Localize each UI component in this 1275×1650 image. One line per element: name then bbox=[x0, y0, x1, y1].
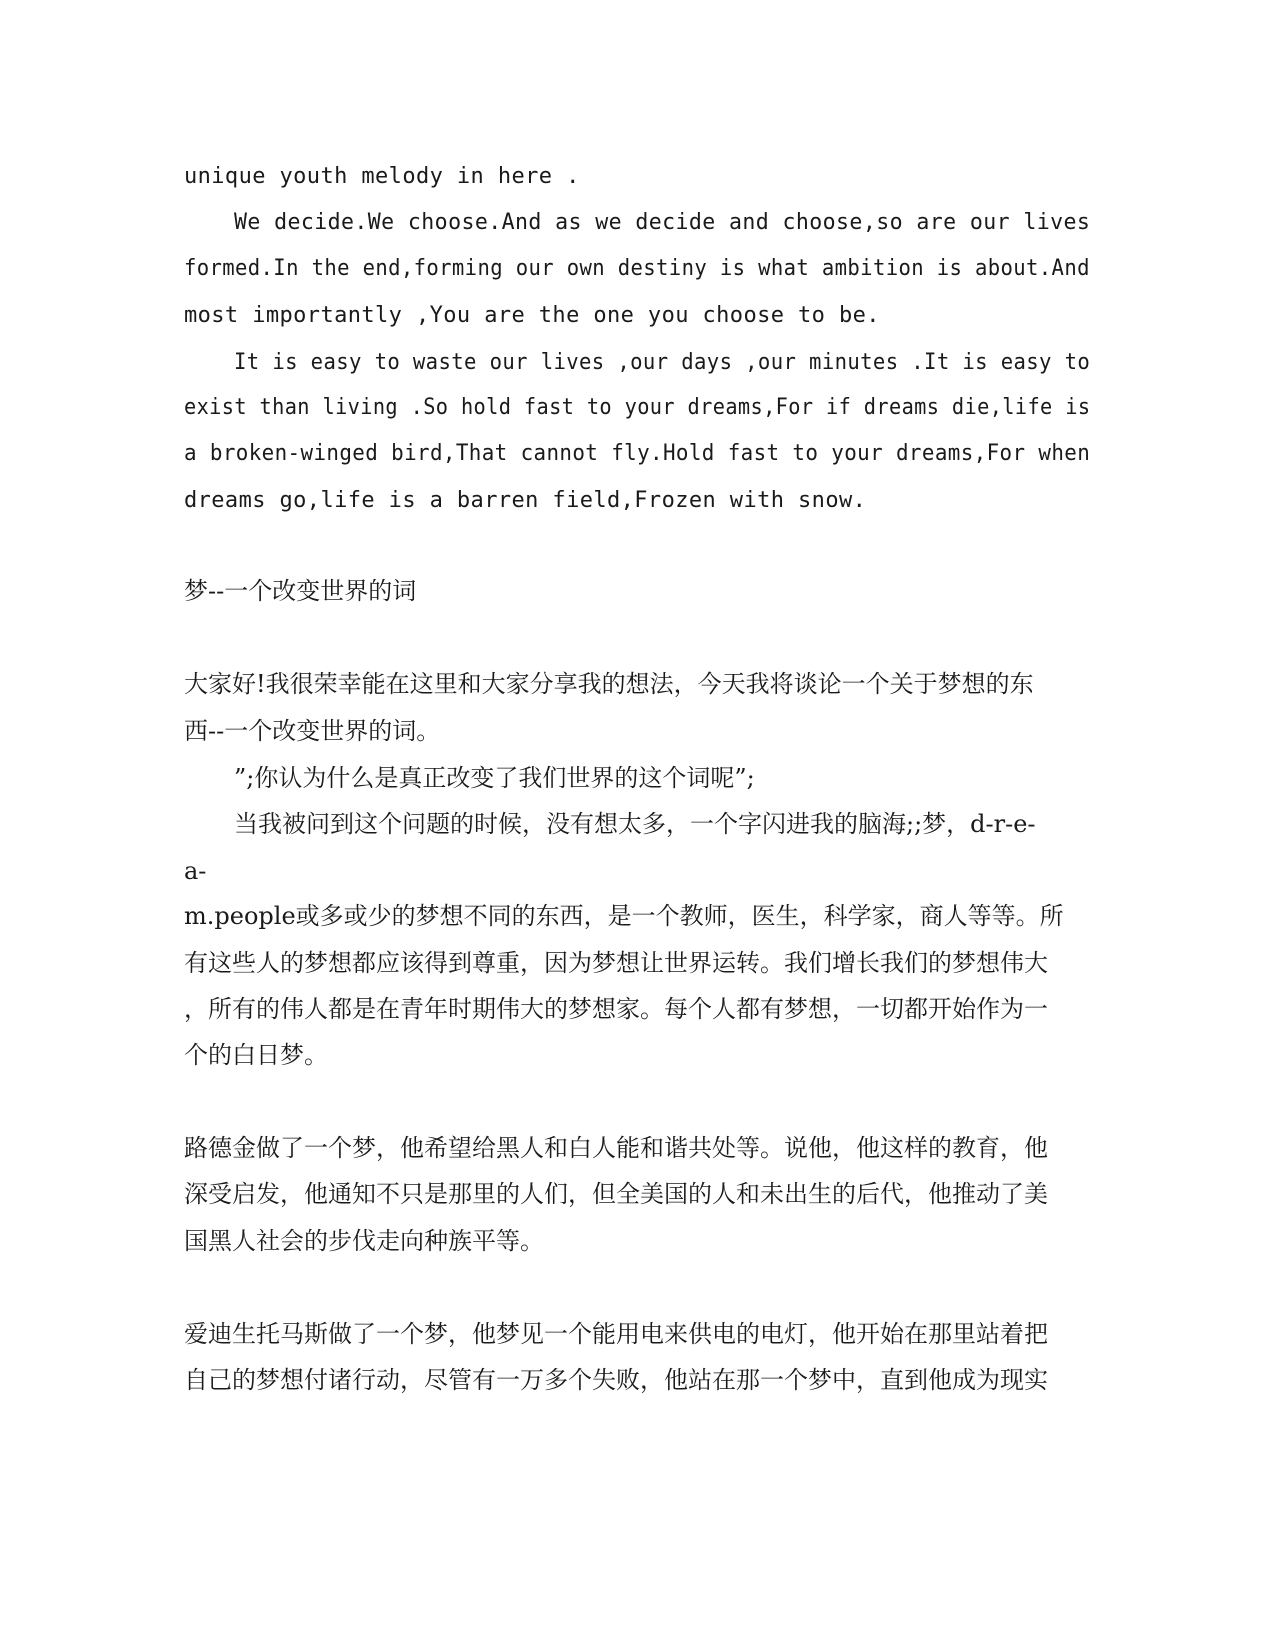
english-line-4: most importantly ,You are the one you choose to be. bbox=[184, 303, 880, 328]
edison-line-1: 爱迪生托马斯做了一个梦，他梦见一个能用电来供电的电灯，他开始在那里站着把 bbox=[184, 1320, 1048, 1348]
intro-line-2: 西--一个改变世界的词。 bbox=[184, 717, 441, 745]
king-line-1: 路德金做了一个梦，他希望给黑人和白人能和谐共处等。说他，他这样的教育，他 bbox=[184, 1134, 1048, 1162]
english-line-8: dreams go,life is a barren field,Frozen with snow. bbox=[184, 488, 867, 513]
answer-line-5: ，所有的伟人都是在青年时期伟大的梦想家。每个人都有梦想，一切都开始作为一 bbox=[184, 995, 1048, 1023]
answer-line-2: a- bbox=[184, 857, 207, 885]
english-line-7: a broken-winged bird,That cannot fly.Hold fast to your dreams,For when bbox=[184, 441, 1091, 466]
edison-line-2: 自己的梦想付诸行动，尽管有一万多个失败，他站在那一个梦中，直到他成为现实 bbox=[184, 1366, 1048, 1394]
answer-line-4: 有这些人的梦想都应该得到尊重，因为梦想让世界运转。我们增长我们的梦想伟大 bbox=[184, 949, 1048, 977]
answer-line-6: 个的白日梦。 bbox=[184, 1041, 328, 1069]
english-line-3: formed.In the end,forming our own destiny is what ambition is about.And bbox=[184, 256, 1090, 281]
intro-line-1: 大家好!我很荣幸能在这里和大家分享我的想法，今天我将谈论一个关于梦想的东 bbox=[184, 670, 1034, 698]
answer-line-1: 当我被问到这个问题的时候，没有想太多，一个字闪进我的脑海;;梦，d-r-e- bbox=[234, 810, 1036, 838]
quote-line: ”;你认为什么是真正改变了我们世界的这个词呢”; bbox=[234, 764, 755, 792]
king-line-3: 国黑人社会的步伐走向种族平等。 bbox=[184, 1227, 544, 1255]
english-line-5: It is easy to waste our lives ,our days ,our minutes .It is easy to bbox=[234, 350, 1091, 375]
king-line-2: 深受启发，他通知不只是那里的人们，但全美国的人和未出生的后代，他推动了美 bbox=[184, 1180, 1048, 1208]
answer-line-3: m.people或多或少的梦想不同的东西，是一个教师，医生，科学家，商人等等。所 bbox=[184, 902, 1064, 930]
section-heading: 梦--一个改变世界的词 bbox=[184, 577, 417, 605]
english-line-6: exist than living .So hold fast to your dreams,For if dreams die,life is bbox=[184, 395, 1091, 420]
english-line-2: We decide.We choose.And as we decide and choose,so are our lives bbox=[234, 210, 1091, 235]
english-line-1: unique youth melody in here . bbox=[184, 164, 580, 189]
